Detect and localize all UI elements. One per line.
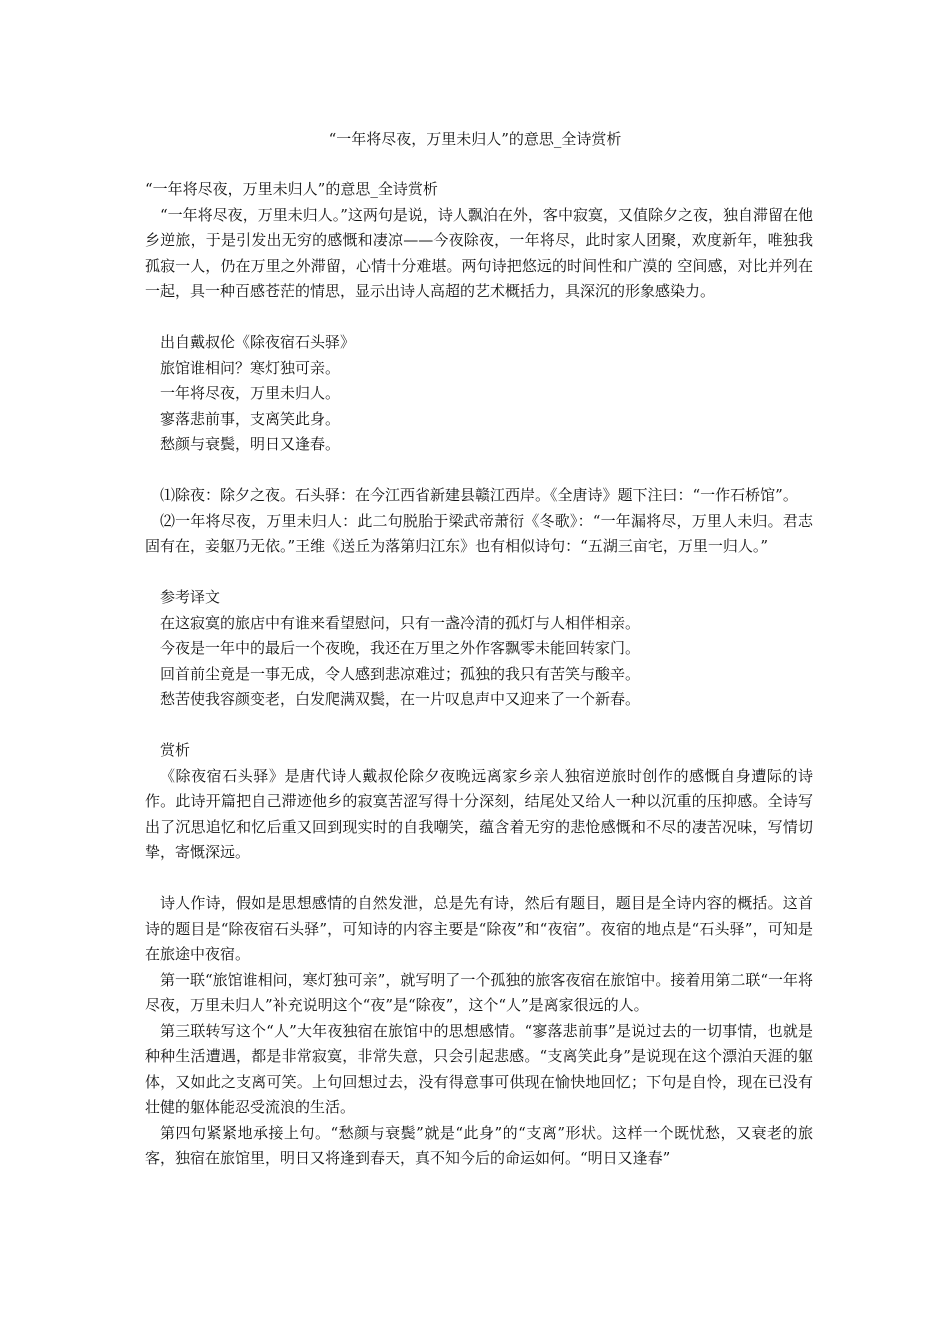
appreciation-paragraph: 第三联转写这个“人”大年夜独宿在旅馆中的思想感情。“寥落悲前事”是说过去的一切事情，也就是种种生活遭遇，都是非常寂寞，非常失意，只会引起悲感。“支离笑此身”是说现在这个漂泊天涯的躯体，又如此之支离可笑。上句回想过去，没有得意事可供现在愉快地回忆；下句是自怜，现在已没有壮健的躯体能忍受流浪的生活。: [145, 1021, 813, 1116]
translation-line: 回首前尘竟是一事无成，令人感到悲凉难过；孤独的我只有苦笑与酸辛。: [160, 664, 641, 683]
document-body: [145, 177, 813, 1172]
poem-line: 寥落悲前事，支离笑此身。: [160, 409, 341, 428]
poem-source: 出自戴叔伦《除夜宿石头驿》: [160, 333, 356, 351]
translation-line: 在这寂寞的旅店中有谁来看望慰问，只有一盏冷清的孤灯与人相伴相亲。: [160, 613, 641, 632]
translation-line: 今夜是一年中的最后一个夜晚，我还在万里之外作客飘零未能回转家门。: [160, 639, 641, 657]
document-subtitle: “一年将尽夜，万里未归人”的意思_全诗赏析: [145, 180, 438, 198]
translation-heading: 参考译文: [160, 588, 221, 606]
note-paragraph: ⑵一年将尽夜，万里未归人：此二句脱胎于梁武帝萧衍《冬歌》：“一年漏将尽，万里人未归。君志固有在，妾躯乃无依。”王维《送丘为落第归江东》也有相似诗句：“五湖三亩宅，万里一归人。”: [145, 511, 813, 555]
intro-paragraph: “一年将尽夜，万里未归人。”这两句是说，诗人飘泊在外，客中寂寞，又值除夕之夜，独自滞留在他乡逆旅，于是引发出无穷的感慨和凄凉——今夜除夜，一年将尽，此时家人团聚，欢度新年，唯独我孤寂一人，仍在万里之外滞留，心情十分难堪。两句诗把悠远的时间性和广漠的 空间感，对比并列在一起，具一种百感苍茫的情思，显示出诗人高超的艺术概括力，具深沉的形象感染力。: [145, 205, 813, 300]
poem-line: 一年将尽夜，万里未归人。: [160, 384, 341, 402]
translation-line: 愁苦使我容颜变老，白发爬满双鬓，在一片叹息声中又迎来了一个新春。: [160, 690, 641, 708]
poem-line: 旅馆谁相问？寒灯独可亲。: [160, 358, 341, 377]
appreciation-paragraph: 第一联“旅馆谁相问，寒灯独可亲”，就写明了一个孤独的旅客夜宿在旅馆中。接着用第二联“一年将尽夜，万里未归人”补充说明这个“夜”是“除夜”，这个“人”是离家很远的人。: [145, 970, 814, 1014]
document-title: “一年将尽夜，万里未归人”的意思_全诗赏析: [328, 130, 622, 148]
appreciation-heading: 赏析: [160, 741, 191, 759]
appreciation-paragraph: 诗人作诗，假如是思想感情的自然发泄，总是先有诗，然后有题目，题目是全诗内容的概括。这首诗的题目是“除夜宿石头驿”，可知诗的内容主要是“除夜”和“夜宿”。夜宿的地点是“石头驿”，可知是在旅途中夜宿。: [145, 894, 813, 963]
spacer: [145, 458, 813, 484]
note-paragraph: ⑴除夜：除夕之夜。石头驿：在今江西省新建县赣江西岸。《全唐诗》题下注曰：“一作石桥馆”。: [160, 486, 798, 504]
poem-line: 愁颜与衰鬓，明日又逢春。: [160, 435, 341, 453]
spacer: [145, 713, 813, 739]
spacer: [145, 560, 813, 586]
appreciation-paragraph: 《除夜宿石头驿》是唐代诗人戴叔伦除夕夜晚远离家乡亲人独宿逆旅时创作的感慨自身遭际的诗作。此诗开篇把自己滞迹他乡的寂寞苦涩写得十分深刻，结尾处又给人一种以沉重的压抑感。全诗写出了沉思追忆和忆后重又回到现实时的自我嘲笑，蕴含着无穷的悲怆感慨和不尽的凄苦况味，写情切挚，寄慨深远。: [145, 766, 813, 861]
appreciation-paragraph: 第四句紧紧地承接上句。“愁颜与衰鬓”就是“此身”的“支离”形状。这样一个既忧愁，又衰老的旅客，独宿在旅馆里，明日又将逢到春天，真不知今后的命运如何。“明日又逢春”: [145, 1123, 813, 1167]
spacer: [145, 866, 813, 892]
spacer: [145, 305, 813, 331]
